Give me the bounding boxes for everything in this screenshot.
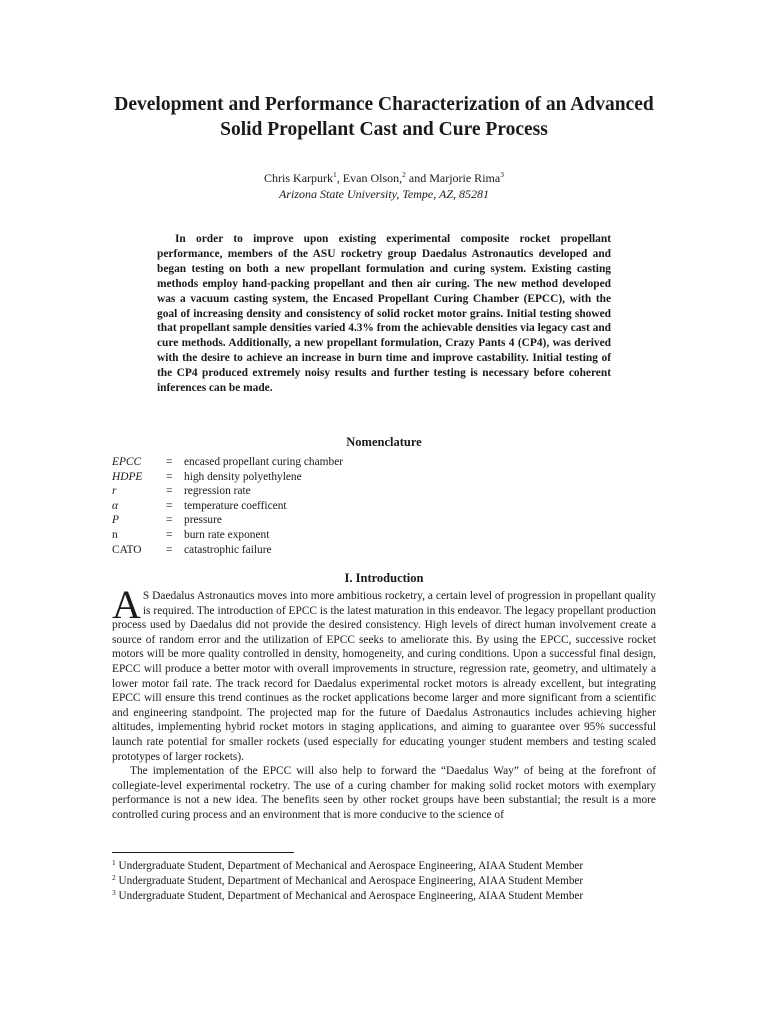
- footnote: [112, 874, 672, 889]
- introduction-body: [112, 582, 656, 823]
- equals-sign: =: [166, 543, 173, 556]
- nomenclature-heading: Nomenclature: [346, 435, 422, 449]
- equals-sign: =: [166, 470, 173, 483]
- equals-sign: =: [166, 456, 173, 468]
- paper-title: Development and Performance Characterization of an Advanced Solid Propellant Cast and Cure Process: [114, 94, 654, 140]
- drop-cap: A: [112, 582, 141, 627]
- nomenclature-definition: catastrophic failure: [184, 543, 272, 556]
- paragraph-text: S Daedalus Astronautics moves into more ambitious rocketry, a certain level of progression in propellant quality is required. The introduction of EPCC is the latest maturation in this endeavor. The legacy propellant production process used by Daedalus did not provide the desired consistency. High levels of direct human involvement create a source of random error and the utilization of EPCC seeks to ameliorate this. By using the EPCC, successive rocket motors will be more quality controlled in density, homogeneity, and curing conditions. Upon a successful final design, EPCC will produce a better motor with overall improvements in structure, regression rate, geometry, and ultimately a lower motor fail rate. The track record for Daedalus experimental rocket motors is already excellent, but integrating EPCC will ensure this trend continues as the rocket applications become larger and more significant from a scientific and engineering standpoint. The projected map for the future of Daedalus Astronautics includes achieving higher altitudes, implementing hybrid rocket motors in staging applications, and aiming to guarantee over 95% successful launch rate potential for smaller rockets (used especially for educating younger student members and testing scaled prototypes of larger rockets).: [112, 590, 656, 763]
- author-footnote-mark: 1: [333, 170, 337, 179]
- author-line: [100, 171, 668, 186]
- nomenclature-symbol: HDPE: [112, 470, 143, 483]
- footnote-rule: [112, 852, 294, 853]
- author-name: Evan Olson,: [342, 171, 403, 185]
- nomenclature-symbol: EPCC: [112, 456, 142, 468]
- nomenclature-definition: regression rate: [184, 485, 251, 498]
- equals-sign: =: [166, 528, 173, 541]
- nomenclature-symbol: n: [112, 528, 118, 541]
- footnotes: [112, 859, 672, 904]
- footnote-text: Undergraduate Student, Department of Mechanical and Aerospace Engineering, AIAA Student Member: [118, 875, 584, 887]
- author-affiliation: Arizona State University, Tempe, AZ, 85281: [279, 187, 489, 201]
- author-footnote-mark: 3: [500, 170, 504, 179]
- author-name: Chris Karpurk: [264, 171, 334, 185]
- nomenclature-definition: temperature coefficent: [184, 499, 287, 512]
- nomenclature-row: [112, 499, 532, 514]
- footnote: [112, 859, 672, 874]
- nomenclature-definition: burn rate exponent: [184, 528, 270, 541]
- nomenclature-symbol: α: [112, 499, 118, 512]
- footnote-mark: 3: [112, 888, 116, 897]
- nomenclature-row: [112, 455, 532, 470]
- nomenclature-symbol: P: [112, 514, 119, 527]
- nomenclature-row: [112, 484, 532, 499]
- author-footnote-mark: 2: [402, 170, 406, 179]
- nomenclature-symbol: r: [112, 485, 117, 498]
- nomenclature-definition: high density polyethylene: [184, 470, 302, 483]
- footnote-mark: 1: [112, 858, 116, 867]
- nomenclature-definition: encased propellant curing chamber: [184, 456, 344, 468]
- introduction-paragraph: [112, 582, 656, 764]
- equals-sign: =: [166, 485, 173, 498]
- author-name: and Marjorie Rima: [408, 171, 501, 185]
- equals-sign: =: [166, 499, 173, 512]
- footnote-text: Undergraduate Student, Department of Mechanical and Aerospace Engineering, AIAA Student Member: [118, 860, 584, 872]
- footnote-mark: 2: [112, 873, 116, 882]
- author-separator: ,: [336, 171, 343, 185]
- footnote-text: Undergraduate Student, Department of Mechanical and Aerospace Engineering, AIAA Student Member: [118, 890, 584, 902]
- abstract: In order to improve upon existing experimental composite rocket propellant performance, members of the ASU rocketry group Daedalus Astronautics developed and began testing on both a new propellant formulation and curing system. Existing casting methods employ hand-packing propellant and then air curing. The new method developed was a vacuum casting system, the Encased Propellant Curing Chamber (EPCC), with the goal of increasing density and consistency of solid rocket motor grains. Initial testing showed that propellant sample densities varied 4.3% from the achievable densities via legacy cast and cure methods. Additionally, a new propellant formulation, Crazy Pants 4 (CP4), was derived with the desire to achieve an increase in burn time and improve castability. Initial testing of the CP4 produced extremely noisy results and further testing is necessary before coherent inferences can be made.: [157, 233, 611, 395]
- nomenclature-list: [112, 455, 532, 557]
- introduction-paragraph: The implementation of the EPCC will also help to forward the “Daedalus Way” of being at the forefront of collegiate-level experimental rocketry. The use of a curing chamber for making solid rocket motors with exemplary performance is not a new idea. The benefits seen by other rocket groups have been substantial; the result is a more controlled curing process and an environment that is more conducive to the science of: [112, 765, 656, 821]
- nomenclature-row: [112, 528, 532, 543]
- nomenclature-definition: pressure: [184, 514, 222, 527]
- equals-sign: =: [166, 514, 173, 527]
- nomenclature-row: [112, 543, 532, 558]
- footnote: [112, 889, 672, 904]
- nomenclature-symbol: CATO: [112, 543, 142, 556]
- nomenclature-row: [112, 470, 532, 485]
- nomenclature-row: [112, 513, 532, 528]
- introduction-heading: I. Introduction: [344, 571, 424, 585]
